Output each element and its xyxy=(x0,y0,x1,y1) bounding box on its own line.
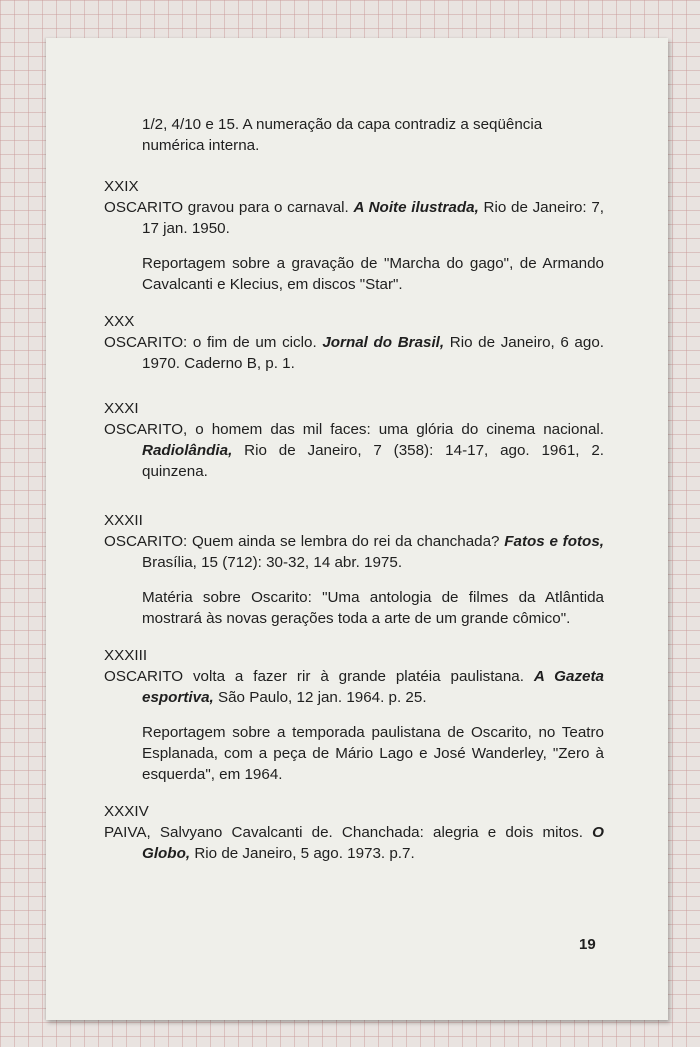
entry-number: XXXIV xyxy=(104,803,149,820)
entry-source: Radiolândia, xyxy=(142,442,233,459)
entry-source: O Globo, xyxy=(142,824,604,862)
entry-text: Rio de Janeiro, 5 ago. 1973. p.7. xyxy=(190,845,415,862)
bibliography-entry xyxy=(104,531,604,573)
bibliography-text xyxy=(104,114,604,864)
entry-source: Fatos e fotos, xyxy=(504,533,604,550)
entry-source: A Noite ilustrada, xyxy=(353,199,479,216)
entry-text: Brasília, 15 (712): 30-32, 14 abr. 1975. xyxy=(142,554,403,571)
entry-text: OSCARITO volta a fazer rir à grande platéia paulistana. xyxy=(104,668,534,685)
entry-note: Reportagem sobre a temporada paulistana de Oscarito, no Teatro Esplanada, com a peça de Mário Lago e José Wanderley, "Zero à esquerda", em 1964. xyxy=(142,724,604,783)
entry-text: Rio de Janeiro, 7 (358): 14-17, ago. 1961, 2. quinzena. xyxy=(142,442,604,480)
entry-number: XXXI xyxy=(104,400,139,417)
bibliography-entry xyxy=(104,332,604,374)
entry-text: OSCARITO: o fim de um ciclo. xyxy=(104,334,323,351)
continuation-text: 1/2, 4/10 e 15. A numeração da capa contradiz a seqüência numérica interna. xyxy=(142,116,543,154)
entry-number: XXXIII xyxy=(104,647,148,664)
bibliography-entry xyxy=(104,822,604,864)
entry-number: XXIX xyxy=(104,178,139,195)
entry-text: OSCARITO: Quem ainda se lembra do rei da chanchada? xyxy=(104,533,505,550)
entry-number: XXX xyxy=(104,313,135,330)
document-page xyxy=(46,38,668,1020)
entry-text: OSCARITO gravou para o carnaval. xyxy=(104,199,354,216)
entry-text: Rio de Janeiro, 6 ago. 1970. Caderno B, p. 1. xyxy=(142,334,604,372)
entry-source: Jornal do Brasil, xyxy=(322,334,445,351)
bibliography-entry xyxy=(104,666,604,708)
page-number: 19 xyxy=(579,936,596,953)
bibliography-entry xyxy=(104,197,604,239)
entry-source: A Gazeta esportiva, xyxy=(142,668,604,706)
entry-number: XXXII xyxy=(104,512,143,529)
entry-text: PAIVA, Salvyano Cavalcanti de. Chanchada: alegria e dois mitos. xyxy=(104,824,593,841)
entry-note: Reportagem sobre a gravação de "Marcha do gago", de Armando Cavalcanti e Klecius, em discos "Star". xyxy=(142,255,604,293)
entry-text: São Paulo, 12 jan. 1964. p. 25. xyxy=(213,689,427,706)
entry-note: Matéria sobre Oscarito: "Uma antologia de filmes da Atlântida mostrará às novas gerações toda a arte de um grande cômico". xyxy=(142,589,604,627)
entry-text: Rio de Janeiro: 7, 17 jan. 1950. xyxy=(142,199,604,237)
entry-text: OSCARITO, o homem das mil faces: uma glória do cinema nacional. xyxy=(104,421,604,438)
bibliography-entry xyxy=(104,419,604,482)
